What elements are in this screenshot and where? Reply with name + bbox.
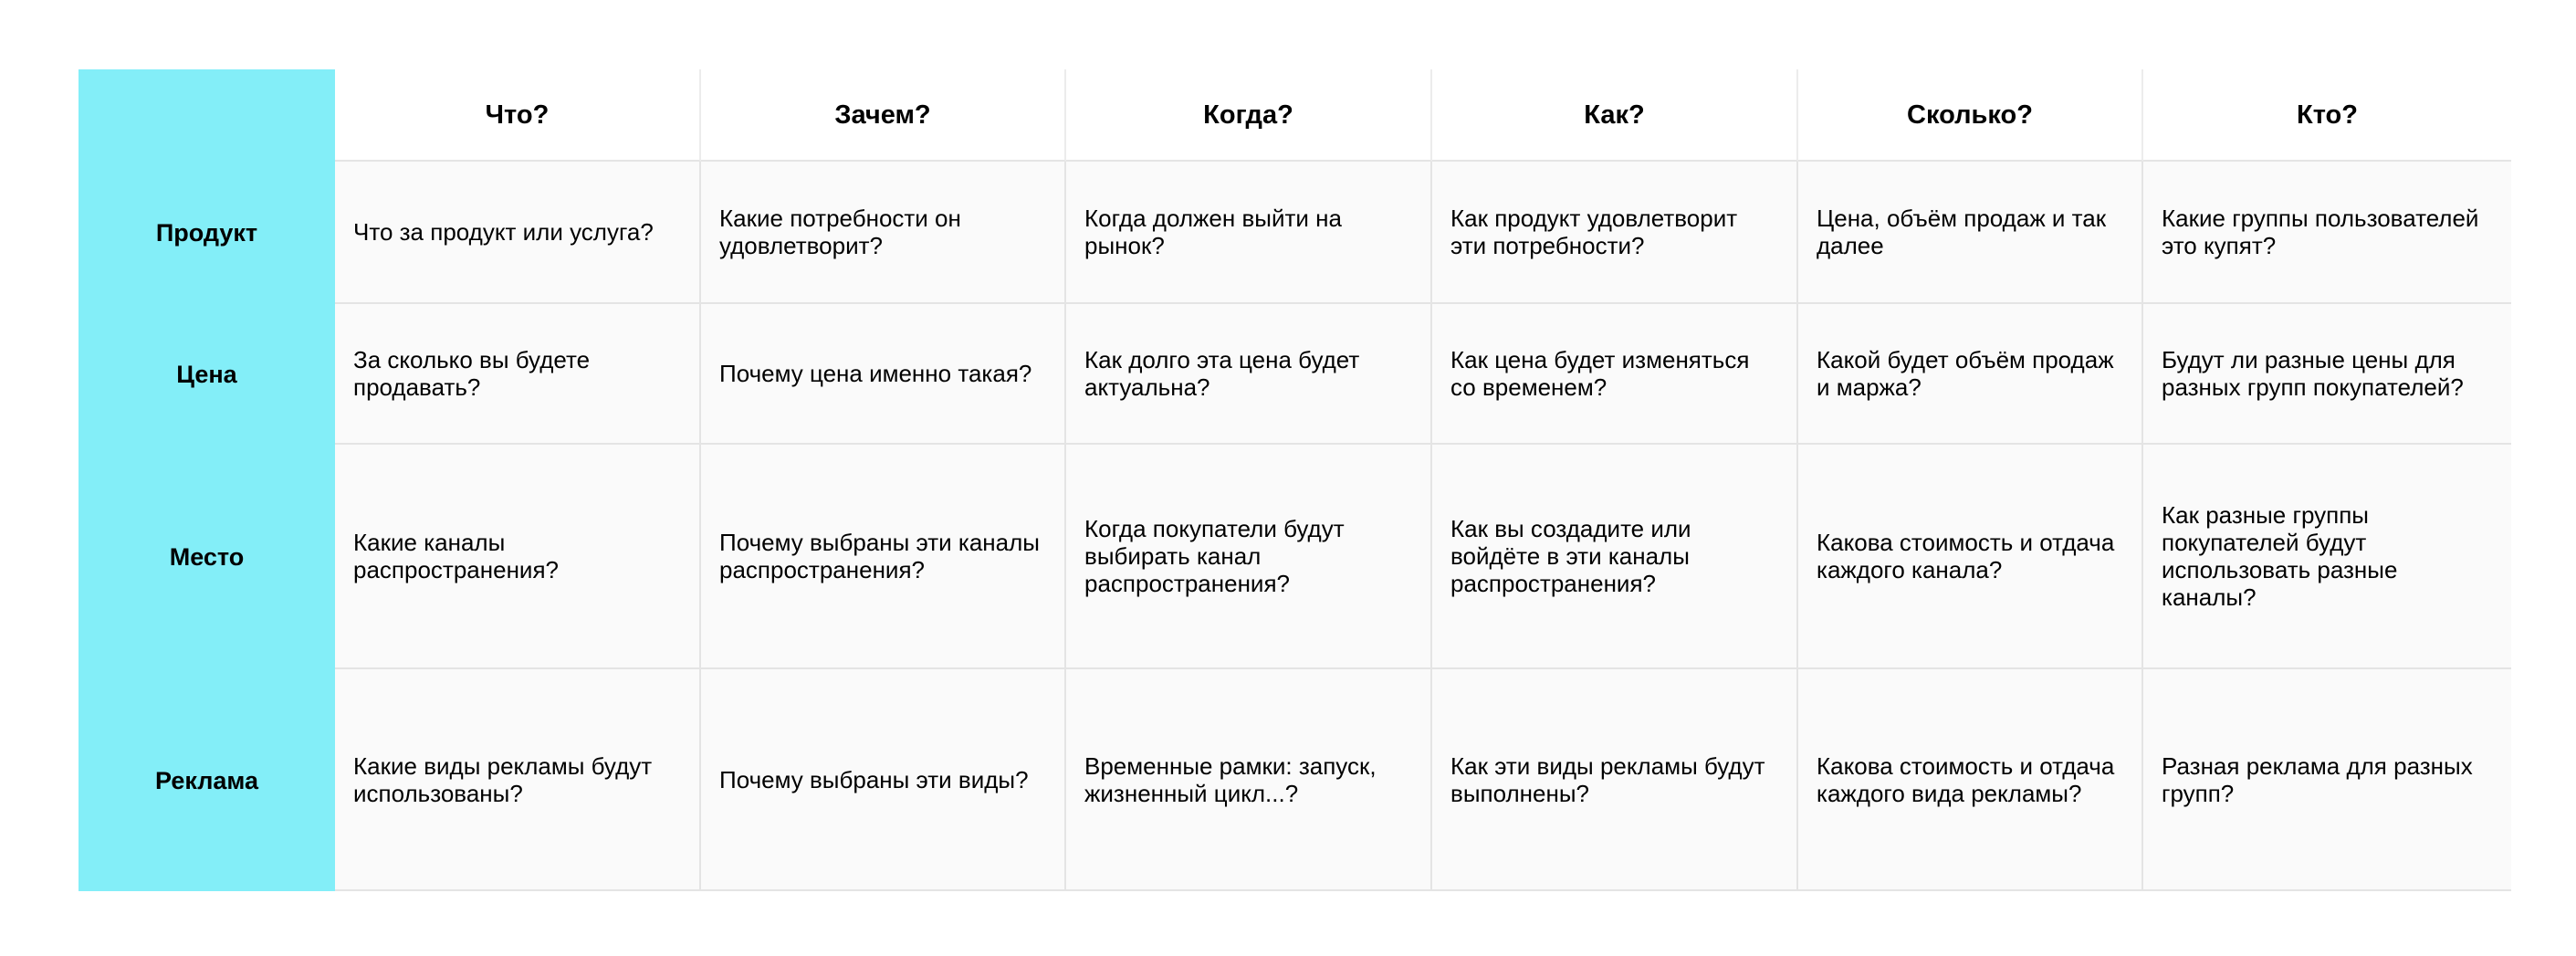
table-corner: [79, 69, 335, 162]
table-cell: Какие группы пользователей это купят?: [2143, 162, 2511, 304]
table-cell: Почему цена именно такая?: [701, 304, 1066, 445]
column-header-how: Как?: [1432, 69, 1798, 162]
table-cell: Как долго эта цена будет актуальна?: [1066, 304, 1432, 445]
column-header-when: Когда?: [1066, 69, 1432, 162]
row-header-price: Цена: [79, 304, 335, 445]
table-cell: Когда должен выйти на рынок?: [1066, 162, 1432, 304]
table-cell: Как цена будет изменяться со временем?: [1432, 304, 1798, 445]
table-cell: Когда покупатели будут выбирать канал распространения?: [1066, 445, 1432, 669]
column-header-how-much: Сколько?: [1798, 69, 2143, 162]
table-cell: Что за продукт или услуга?: [335, 162, 701, 304]
row-header-product: Продукт: [79, 162, 335, 304]
table-cell: Как эти виды рекламы будут выполнены?: [1432, 669, 1798, 891]
table-cell: Как разные группы покупателей будут использовать разные каналы?: [2143, 445, 2511, 669]
table-cell: Какой будет объём продаж и маржа?: [1798, 304, 2143, 445]
column-header-why: Зачем?: [701, 69, 1066, 162]
table-cell: Цена, объём продаж и так далее: [1798, 162, 2143, 304]
column-header-who: Кто?: [2143, 69, 2511, 162]
marketing-mix-table: [79, 69, 2511, 891]
table-cell: Какова стоимость и отдача каждого канала?: [1798, 445, 2143, 669]
table-cell: Какие потребности он удовлетворит?: [701, 162, 1066, 304]
table-cell: Разная реклама для разных групп?: [2143, 669, 2511, 891]
table-cell: Почему выбраны эти виды?: [701, 669, 1066, 891]
table-cell: Временные рамки: запуск, жизненный цикл...?: [1066, 669, 1432, 891]
table-cell: Почему выбраны эти каналы распространения?: [701, 445, 1066, 669]
table-cell: Какие каналы распространения?: [335, 445, 701, 669]
column-header-what: Что?: [335, 69, 701, 162]
row-header-place: Место: [79, 445, 335, 669]
table-cell: Какие виды рекламы будут использованы?: [335, 669, 701, 891]
row-header-promotion: Реклама: [79, 669, 335, 891]
table-cell: Будут ли разные цены для разных групп покупателей?: [2143, 304, 2511, 445]
table-cell: Какова стоимость и отдача каждого вида рекламы?: [1798, 669, 2143, 891]
table-cell: За сколько вы будете продавать?: [335, 304, 701, 445]
table-cell: Как продукт удовлетворит эти потребности?: [1432, 162, 1798, 304]
table-cell: Как вы создадите или войдёте в эти каналы распространения?: [1432, 445, 1798, 669]
